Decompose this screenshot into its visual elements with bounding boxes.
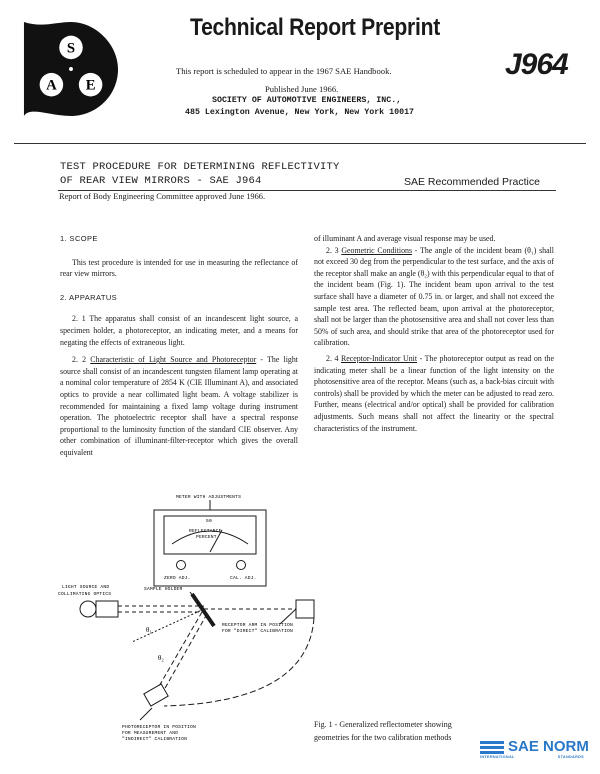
section-scope-heading: 1. SCOPE xyxy=(60,234,98,243)
sae-logo xyxy=(22,20,120,118)
p22-title: Characteristic of Light Source and Photoreceptor xyxy=(90,355,257,365)
p23-text: - The angle of the incident beam (θ₁) shall not exceed 30 deg from the perpendicular to the test surface, and the axis of the receptor shall make an angle (θ₂) with this perpendicular equal to that of the incident beam (Fig. 1). The incident beam upon arrival to the test surface shall have a diameter of 0.75 in. or larger, and shall not exceed the sample test area. The reflected beam, upon arrival at the photoreceptor, shall not be larger than the photosensitive area and shall not cover less than 50% of such area, and should strike that area of the photoreceptor used for calibration. xyxy=(314,245,554,348)
receptor-direct-label-2: FOR "DIRECT" CALIBRATION xyxy=(222,629,293,634)
p22-continued: of illuminant A and average visual response may be used. xyxy=(314,234,496,243)
light-source-label-1: LIGHT SOURCE AND xyxy=(62,585,110,590)
sample-holder-label: SAMPLE HOLDER xyxy=(144,587,183,592)
zero-adj-label: ZERO ADJ. xyxy=(164,576,191,581)
light-source-lamp xyxy=(80,601,96,617)
header-title: Technical Report Preprint xyxy=(190,14,441,41)
photoreceptor-label-1: PHOTORECEPTOR IN POSITION xyxy=(122,725,196,730)
paragraph-2-2 xyxy=(60,354,298,458)
paragraph-2-4 xyxy=(314,353,554,434)
receptor-direct-position xyxy=(296,600,314,618)
p21-text: The apparatus shall consist of an incandescent light source, a specimen holder, a photoreceptor, an indicating meter, and a means for negating the effects of extraneous light. xyxy=(60,314,298,347)
title-line-2: OF REAR VIEW MIRRORS - SAE J964 xyxy=(60,175,262,187)
photoreceptor-label-2: FOR MEASUREMENT AND xyxy=(122,731,179,736)
paragraph-2-1 xyxy=(60,313,298,348)
logo-letter-a: A xyxy=(46,77,57,94)
caption-line-1: Fig. 1 - Generalized reflectometer showing xyxy=(314,720,452,729)
section-apparatus-heading: 2. APPARATUS xyxy=(60,292,118,302)
p24-text: - The photoreceptor output as read on the indicating meter shall be a linear function of the light intensity on the photosensitive area of the receptor. Means (such as, a back-bias circuit with controls) shall be provided by which the meter can be adjusted to read zero. Further, means (electrical and/or optical) shall be provided for calibration adjustments. Such means shall not affect the linearity or the spectral characteristics of the instrument. xyxy=(314,353,554,433)
title-line-1: TEST PROCEDURE FOR DETERMINING REFLECTIVITY xyxy=(60,161,340,173)
p24-number: 2. 4 xyxy=(326,353,339,363)
p22-number: 2. 2 xyxy=(72,355,87,365)
p22-text: - The light source shall consist of an incandescent tungsten filament lamp operating at a nominal color temperature of 2854 K (CIE Illuminant A), and associated optics to provide a near collimated light beam. A voltage stabilizer is recommended for maintaining a fixed lamp voltage during instrument operation. The photoelectric receptor shall have a spectral response proportional to the luminosity function of the standard CIE observer. Any other combination of illuminant-filter-receptor which gives the overall equivalent xyxy=(60,355,298,457)
right-column xyxy=(314,233,554,434)
watermark-icon xyxy=(480,739,504,755)
left-column xyxy=(60,233,298,459)
p21-number: 2. 1 xyxy=(72,314,86,324)
theta-2-label: θ₂ xyxy=(158,654,164,662)
published-date: Published June 1966. xyxy=(265,84,339,94)
header-divider xyxy=(14,143,586,144)
watermark xyxy=(480,738,589,759)
zero-adj-knob xyxy=(177,561,186,570)
light-source-label-2: COLLIMATING OPTICS xyxy=(58,592,112,597)
logo-letter-s: S xyxy=(66,40,76,57)
scale-mark: 50 xyxy=(206,519,212,524)
category-label: SAE Recommended Practice xyxy=(404,176,540,188)
figure-caption xyxy=(314,718,452,744)
scale-label-1: REFLECTANCE xyxy=(189,529,222,534)
photoreceptor xyxy=(144,684,168,706)
watermark-sub-left: INTERNATIONAL xyxy=(480,755,515,759)
document-title xyxy=(60,160,340,188)
scale-label-2: PERCENT xyxy=(196,535,217,540)
p23-number: 2. 3 xyxy=(326,245,339,255)
society-name: SOCIETY OF AUTOMOTIVE ENGINEERS, INC., xyxy=(212,96,402,105)
p24-title: Receptor-Indicator Unit xyxy=(341,353,418,363)
p23-title: Geometric Conditions xyxy=(341,245,413,255)
meter-label: METER WITH ADJUSTMENTS xyxy=(176,495,242,500)
cal-adj-knob xyxy=(237,561,246,570)
watermark-brand: SAE NORM xyxy=(508,738,589,755)
logo-letter-e: E xyxy=(85,77,96,94)
report-note: Report of Body Engineering Committee approved June 1966. xyxy=(59,192,266,201)
scope-text: This test procedure is intended for use in measuring the reflectance of rear view mirrors. xyxy=(60,257,298,279)
photoreceptor-label-3: "INDIRECT" CALIBRATION xyxy=(122,737,188,742)
collimating-optics xyxy=(96,601,118,617)
receptor-direct-label-1: RECEPTOR ARM IN POSITION xyxy=(222,623,293,628)
caption-line-2: geometries for the two calibration methods xyxy=(314,733,452,742)
watermark-sub-right: STANDARDS xyxy=(557,755,584,759)
schedule-line: This report is scheduled to appear in the 1967 SAE Handbook. xyxy=(176,66,392,76)
cal-adj-label: CAL. ADJ. xyxy=(230,576,257,581)
paragraph-2-3 xyxy=(314,245,554,349)
society-address: 485 Lexington Avenue, New York, New York 10017 xyxy=(185,108,415,117)
theta-1-label: θ₁ xyxy=(146,626,152,634)
reflectometer-figure xyxy=(40,492,340,754)
title-divider xyxy=(58,190,556,191)
report-code: J964 xyxy=(505,48,568,81)
